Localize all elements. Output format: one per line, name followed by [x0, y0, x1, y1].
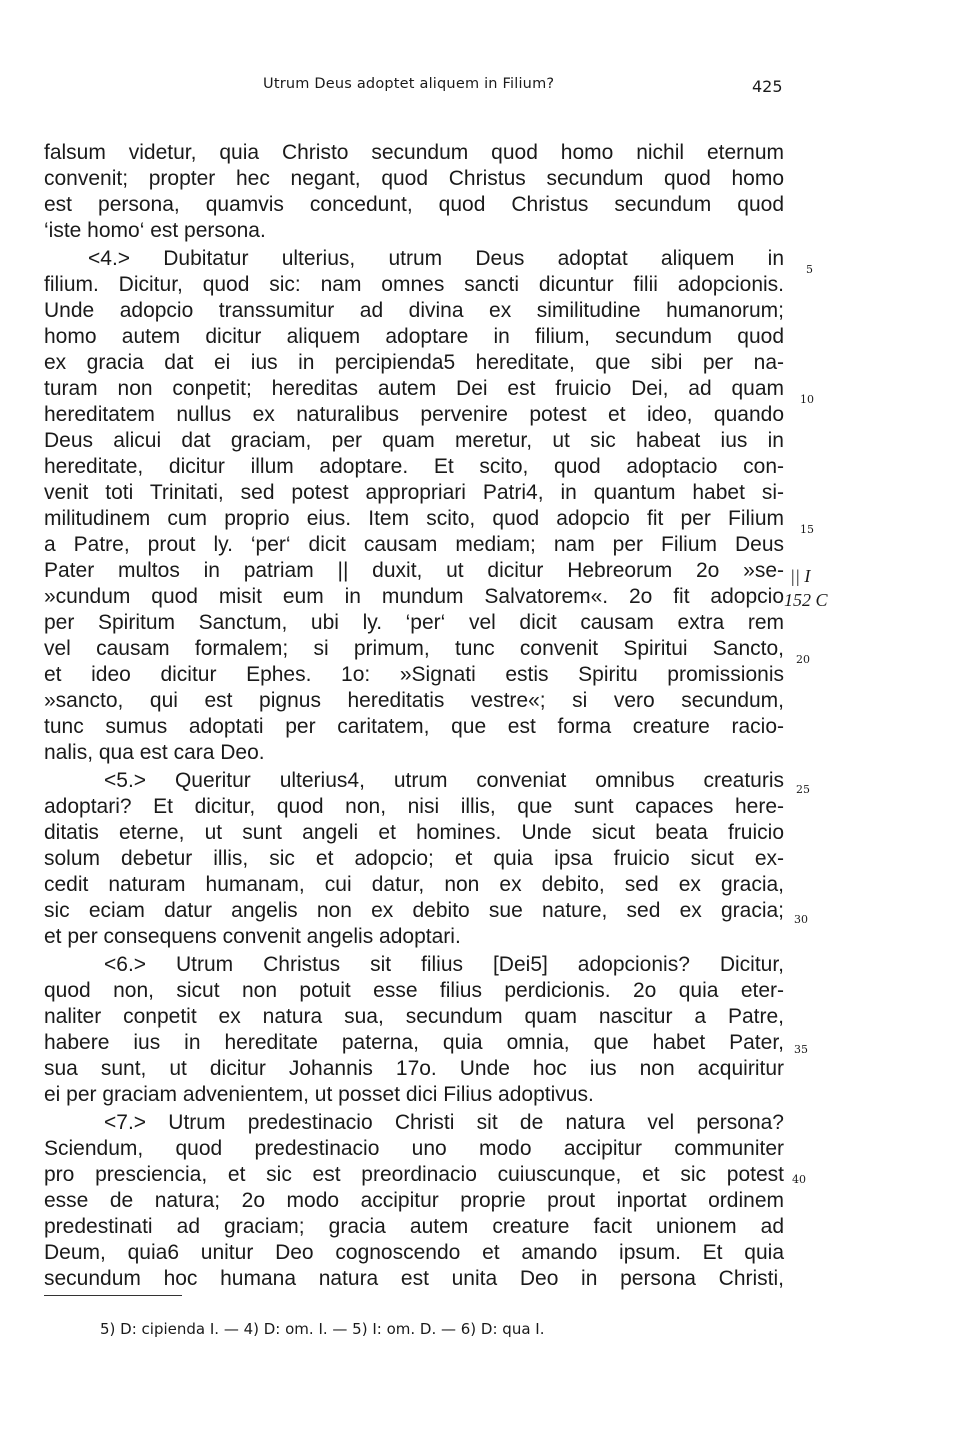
margin-ref: || I [790, 566, 811, 586]
text-line: tunc sumus adoptati per caritatem, que est forma creature racio- [44, 715, 784, 738]
text-line: Deus alicui dat graciam, per quam meretur, ut sic habeat ius in [44, 429, 784, 452]
text-line: nalis, qua est cara Deo. [44, 741, 265, 764]
text-line: Deum, quia6 unitur Deo cognoscendo et amando ipsum. Et quia [44, 1241, 784, 1264]
text-line: venit toti Trinitati, sed potest appropriari Patri4, in quantum habet si- [44, 481, 784, 504]
text-line: ei per graciam advenientem, ut posset dici Filius adoptivus. [44, 1083, 594, 1106]
text-line: predestinati ad graciam; gracia autem creature facit unionem ad [44, 1215, 784, 1238]
text-line: militudinem cum proprio eius. Item scito, quod adopcio fit per Filium [44, 507, 784, 530]
text-line: ex gracia dat ei ius in percipienda5 hereditate, que sibi per na- [44, 351, 784, 374]
text-line: ‘iste homo‘ est persona. [44, 219, 266, 242]
text-line: »sancto, qui est pignus hereditatis vestre«; si vero secundum, [44, 689, 784, 712]
text-line: cedit naturam humanam, cui datur, non ex debito, sed ex gracia, [44, 873, 784, 896]
line-number: 5 [806, 263, 813, 276]
text-line: et ideo dicitur Ephes. 1o: »Signati estis Spiritu promissionis [44, 663, 784, 686]
line-number: 15 [800, 523, 814, 536]
running-head: Utrum Deus adoptet aliquem in Filium? [263, 76, 555, 92]
text-line: Sciendum, quod predestinacio uno modo accipitur communiter [44, 1137, 784, 1160]
text-line: Pater multos in patriam || duxit, ut dicitur Hebreorum 2o »se- [44, 559, 784, 582]
text-line: adoptari? Et dicitur, quod non, nisi illis, que sunt capaces here- [44, 795, 784, 818]
line-number: 25 [796, 783, 810, 796]
text-line: filium. Dicitur, quod sic: nam omnes sancti dicuntur filii adopcionis. [44, 273, 784, 296]
text-line: hereditate, dicitur illum adoptare. Et scito, quod adoptacio con- [44, 455, 784, 478]
text-line: solum debetur illis, sic et adopcio; et quia ipsa fruicio sicut ex- [44, 847, 784, 870]
text-line: sic eciam datur angelis non ex debito sue nature, sed ex gracia; [44, 899, 784, 922]
text-line: <7.> Utrum predestinacio Christi sit de natura vel persona? [104, 1111, 784, 1134]
text-line: per Spiritum Sanctum, ubi ly. ‘per‘ vel dicit causam extra rem [44, 611, 784, 634]
footnote-rule [44, 1295, 182, 1296]
text-line: ditatis eterne, ut sunt angeli et homines. Unde sicut beata fruicio [44, 821, 784, 844]
text-line: hereditatem nullus ex naturalibus pervenire potest et ideo, quando [44, 403, 784, 426]
text-line: falsum videtur, quia Christo secundum quod homo nichil eternum [44, 141, 784, 164]
text-line: »cundum quod misit eum in mundum Salvatorem«. 2o fit adopcio [44, 585, 784, 608]
text-line: est persona, quamvis concedunt, quod Christus secundum quod [44, 193, 784, 216]
text-line: pro presciencia, et sic est preordinacio cuiuscunque, et sic potest [44, 1163, 784, 1186]
text-line: convenit; propter hec negant, quod Christus secundum quod homo [44, 167, 784, 190]
text-line: <5.> Queritur ulterius4, utrum conveniat omnibus creaturis [104, 769, 784, 792]
text-line: naliter conpetit ex natura sua, secundum quam nascitur a Patre, [44, 1005, 784, 1028]
line-number: 20 [796, 653, 810, 666]
text-line: secundum hoc humana natura est unita Deo in persona Christi, [44, 1267, 784, 1290]
text-line: <4.> Dubitatur ulterius, utrum Deus adoptat aliquem in [88, 247, 784, 270]
line-number: 10 [800, 393, 814, 406]
text-line: <6.> Utrum Christus sit filius [Dei5] adopcionis? Dicitur, [104, 953, 784, 976]
text-line: homo autem dicitur aliquem adoptare in filium, secundum quod [44, 325, 784, 348]
text-line: sua sunt, ut dicitur Johannis 17o. Unde hoc ius non acquiritur [44, 1057, 784, 1080]
line-number: 40 [792, 1173, 806, 1186]
page-number: 425 [752, 77, 783, 96]
text-line: quod non, sicut non potuit esse filius perdicionis. 2o quia eter- [44, 979, 784, 1002]
footnotes: 5) D: cipienda I. — 4) D: om. I. — 5) I: om. D. — 6) D: qua I. [100, 1320, 545, 1338]
margin-ref: 152 C [784, 590, 828, 610]
text-line: et per consequens convenit angelis adoptari. [44, 925, 461, 948]
text-line: Unde adopcio transsumitur ad divina ex similitudine humanorum; [44, 299, 784, 322]
text-line: vel causam formalem; si primum, tunc convenit Spiritui Sancto, [44, 637, 784, 660]
text-line: habere ius in hereditate paterna, quia omnia, que habet Pater, [44, 1031, 784, 1054]
text-line: turam non conpetit; hereditas autem Dei est fruicio Dei, ad quam [44, 377, 784, 400]
line-number: 30 [794, 913, 808, 926]
text-line: a Patre, prout ly. ‘per‘ dicit causam mediam; nam per Filium Deus [44, 533, 784, 556]
line-number: 35 [794, 1043, 808, 1056]
text-line: esse de natura; 2o modo accipitur proprie prout inportat ordinem [44, 1189, 784, 1212]
